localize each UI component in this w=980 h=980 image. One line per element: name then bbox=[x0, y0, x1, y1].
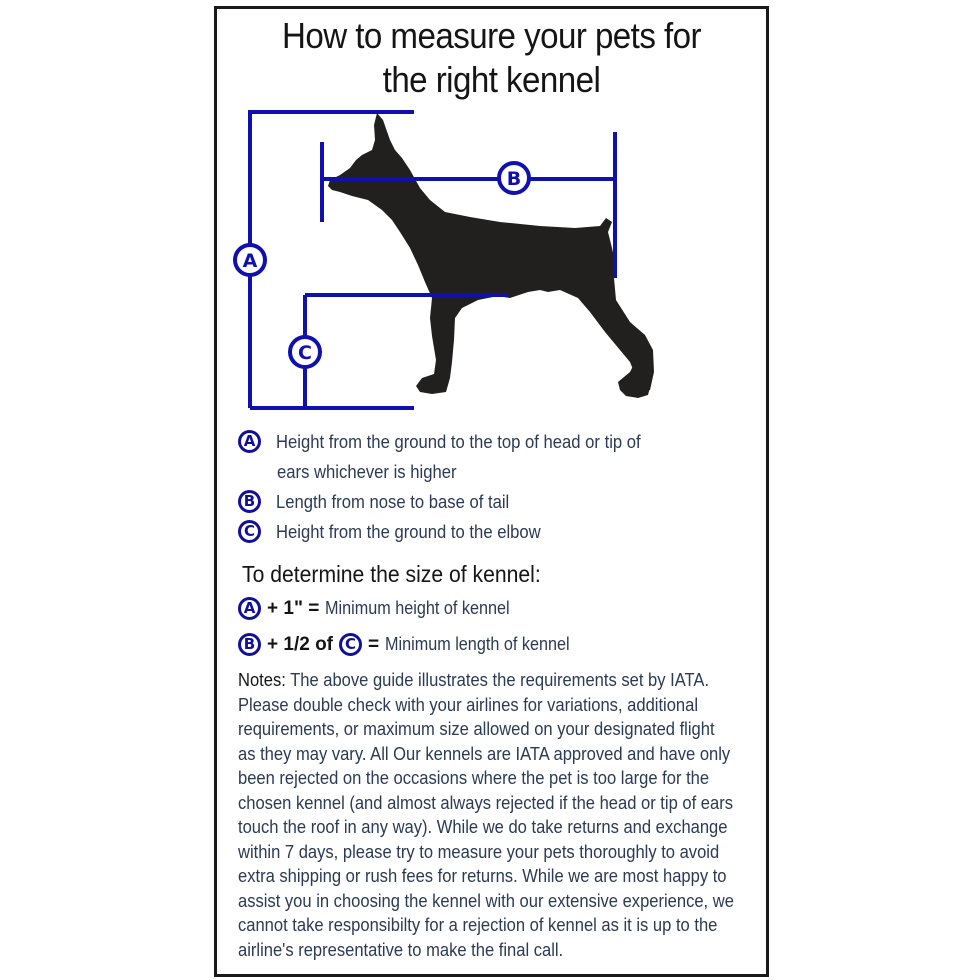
notes-text: The above guide illustrates the requirements set by IATA. bbox=[285, 669, 710, 690]
legend-text-b: Length from nose to base of tail bbox=[276, 490, 510, 512]
measurement-diagram bbox=[0, 0, 980, 420]
badge-a-icon bbox=[235, 245, 265, 275]
svg-text:B: B bbox=[506, 168, 522, 190]
notes-line: within 7 days, please try to measure your pets thoroughly to avoid bbox=[238, 840, 720, 862]
badge-a-icon: A bbox=[238, 430, 261, 453]
notes-line: extra shipping or rush fees for returns. While we are most happy to bbox=[238, 865, 727, 886]
title-line-1: How to measure your pets for bbox=[282, 15, 701, 56]
legend-item-b bbox=[238, 490, 535, 513]
svg-text:A: A bbox=[242, 250, 258, 272]
notes-line: touch the roof in any way). While we do take returns and exchange bbox=[238, 816, 728, 837]
badge-c-icon: C bbox=[238, 520, 261, 543]
notes-line: Please double check with your airlines for variations, additional bbox=[238, 693, 699, 715]
svg-text:C: C bbox=[298, 342, 312, 364]
notes-line: as they may vary. All Our kennels are IATA approved and have only bbox=[238, 742, 731, 764]
legend-text-a: Height from the ground to the top of head or tip of bbox=[276, 430, 641, 452]
formula-length bbox=[238, 633, 590, 656]
formula-height bbox=[238, 597, 530, 620]
badge-c-icon: C bbox=[339, 633, 362, 656]
formula-equals: = bbox=[368, 633, 380, 655]
badge-b-icon: B bbox=[238, 633, 261, 656]
notes-line: airline's representative to make the final call. bbox=[238, 938, 564, 960]
dog-silhouette-icon bbox=[328, 113, 654, 398]
formula-result: Minimum height of kennel bbox=[325, 598, 510, 618]
notes-label: Notes: bbox=[238, 669, 286, 690]
notes-line: cannot take responsibilty for a rejection of kennel as it is up to the bbox=[238, 914, 718, 935]
badge-b-icon: B bbox=[238, 490, 261, 513]
badge-c-icon bbox=[290, 337, 320, 367]
notes-line: been rejected on the occasions where the pet is too large for the bbox=[238, 767, 710, 788]
badge-b-icon bbox=[499, 163, 529, 193]
formula-operator: + 1" = bbox=[267, 597, 320, 619]
sizing-heading: To determine the size of kennel: bbox=[242, 561, 541, 587]
notes-paragraph bbox=[238, 668, 742, 962]
legend-item-a bbox=[238, 430, 681, 453]
legend-text-c: Height from the ground to the elbow bbox=[276, 520, 541, 542]
notes-line: chosen kennel (and almost always rejected if the head or tip of ears bbox=[238, 791, 733, 813]
title-line-2: the right kennel bbox=[382, 59, 601, 100]
notes-line: assist you in choosing the kennel with our extensive experience, we bbox=[238, 889, 734, 911]
formula-operator: + 1/2 of bbox=[267, 633, 333, 655]
formula-result: Minimum length of kennel bbox=[385, 634, 570, 654]
notes-line bbox=[238, 668, 742, 693]
notes-line: requirements, or maximum size allowed on your designated flight bbox=[238, 718, 715, 739]
legend-text-a-cont: ears whichever is higher bbox=[277, 461, 457, 482]
badge-a-icon: A bbox=[238, 597, 261, 620]
legend-item-c bbox=[238, 520, 570, 543]
